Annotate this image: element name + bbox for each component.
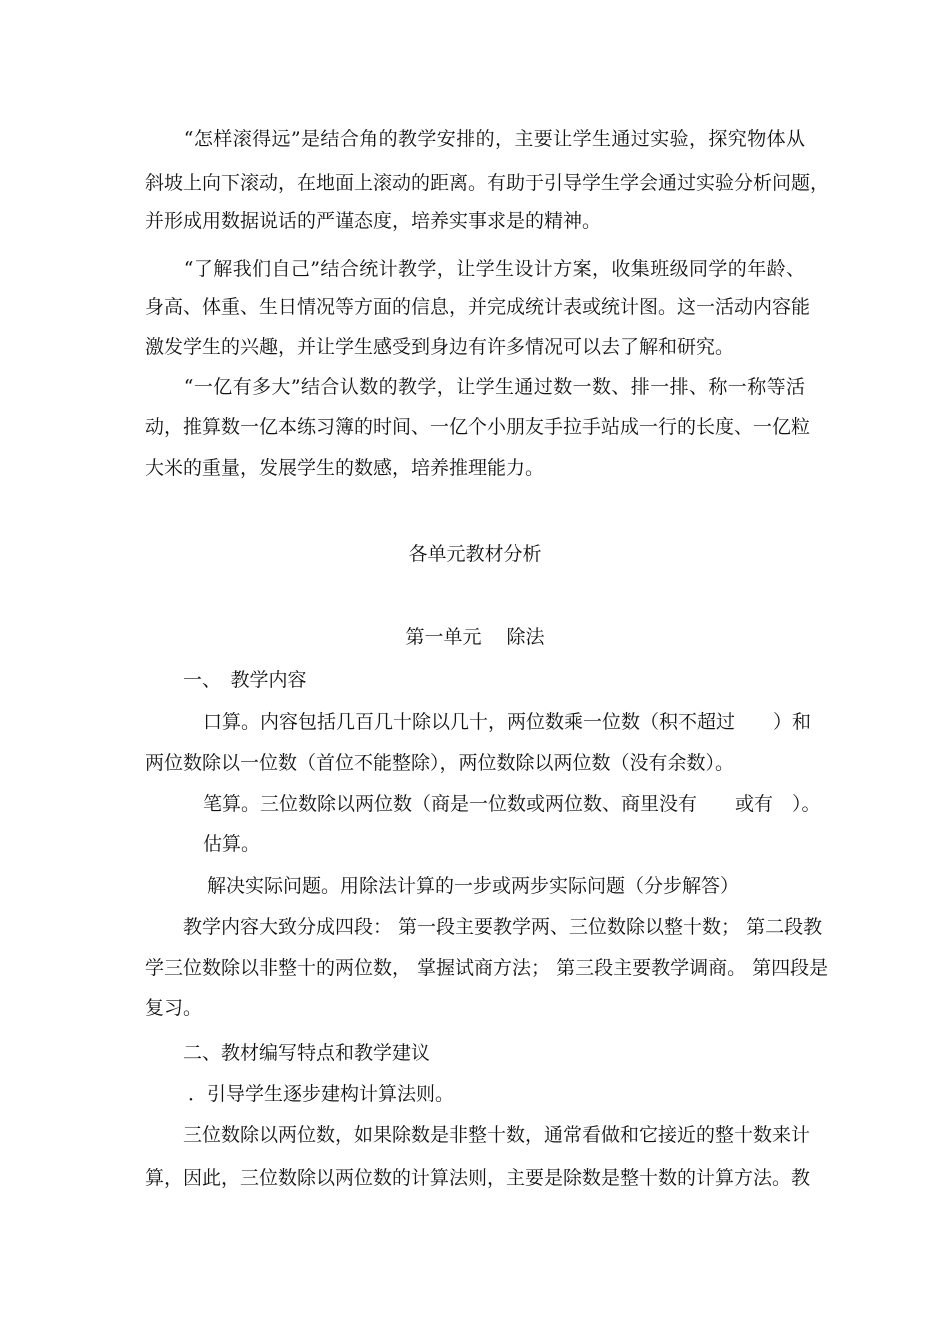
unit-title: 第一单元 除法 <box>405 626 545 648</box>
oral-calc-line-2: 两位数除以一位数（首位不能整除），两位数除以两位数（没有余数）。 <box>145 752 735 774</box>
intro-line-7: “一亿有多大”结合认数的教学，让学生通过数一数、排一排、称一称等活 <box>145 376 805 398</box>
intro-line-8: 动，推算数一亿本练习簿的时间、一亿个小朋友手拉手站成一行的长度、一亿粒 <box>145 416 811 438</box>
heading-features: 二、教材编写特点和教学建议 <box>183 1042 431 1064</box>
stages-line-2: 学三位数除以非整十的两位数， 掌握试商方法； 第三段主要教学调商。 第四段是 <box>145 957 829 979</box>
rule-line-1: 三位数除以两位数，如果除数是非整十数，通常看做和它接近的整十数来计 <box>183 1124 811 1146</box>
intro-line-6: 激发学生的兴趣，并让学生感受到身边有许多情况可以去了解和研究。 <box>145 336 735 358</box>
problem-solving-line: 解决实际问题。用除法计算的一步或两步实际问题（分步解答） <box>207 875 740 897</box>
stages-line-3: 复习。 <box>145 997 203 1019</box>
estimation-line: 估算。 <box>203 833 261 855</box>
intro-line-9: 大米的重量，发展学生的数感，培养推理能力。 <box>145 457 545 479</box>
oral-calc-line-1: 口算。内容包括几百几十除以几十，两位数乘一位数（积不超过 ）和 <box>203 711 812 733</box>
written-calc-line: 笔算。三位数除以两位数（商是一位数或两位数、商里没有 或有 ）。 <box>203 793 821 815</box>
heading-teaching-content: 一、 教学内容 <box>183 669 307 691</box>
stages-line-1: 教学内容大致分成四段： 第一段主要教学两、三位数除以整十数； 第二段教 <box>183 916 823 938</box>
intro-line-1: “怎样滚得远”是结合角的教学安排的，主要让学生通过实验，探究物体从 <box>145 128 805 150</box>
point-one: ．引导学生逐步建构计算法则。 <box>188 1083 455 1105</box>
rule-line-2: 算，因此，三位数除以两位数的计算法则，主要是除数是整十数的计算方法。教 <box>145 1167 811 1189</box>
intro-line-4: “了解我们自己”结合统计教学，让学生设计方案，收集班级同学的年龄、 <box>145 258 805 280</box>
section-title: 各单元教材分析 <box>408 543 542 565</box>
intro-line-3: 并形成用数据说话的严谨态度，培养实事求是的精神。 <box>145 210 602 232</box>
intro-line-2: 斜坡上向下滚动，在地面上滚动的距离。有助于引导学生学会通过实验分析问题， <box>145 172 830 194</box>
intro-line-5: 身高、体重、生日情况等方面的信息，并完成统计表或统计图。这一活动内容能 <box>145 296 811 318</box>
